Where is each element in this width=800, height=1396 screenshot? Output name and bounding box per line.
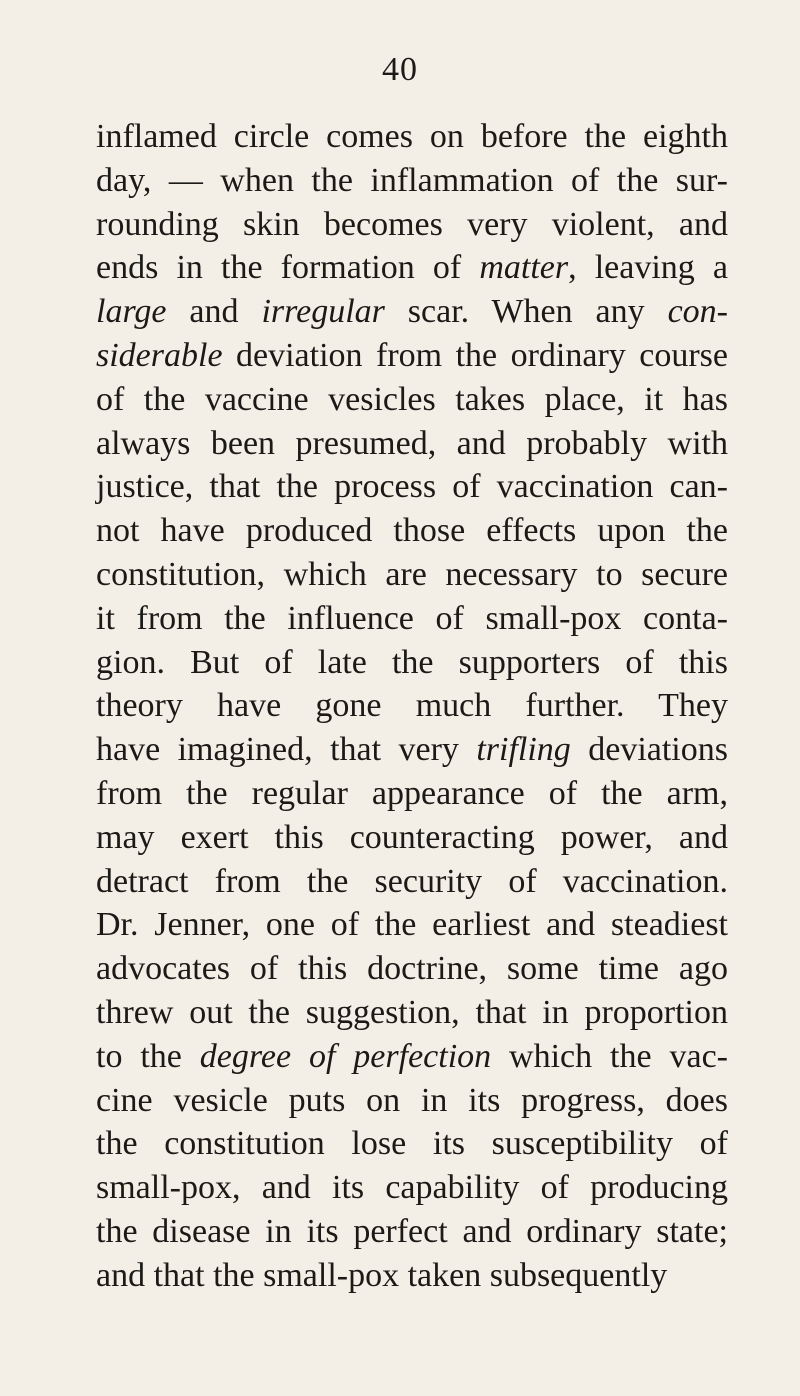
text-run: to the xyxy=(96,1037,200,1075)
text-line xyxy=(96,290,728,334)
text-run: , leaving a xyxy=(568,249,728,287)
text-line xyxy=(96,1122,728,1166)
text-run: rounding skin becomes very violent, and xyxy=(96,205,728,243)
body-text xyxy=(96,115,728,1298)
text-line xyxy=(96,1035,728,1079)
text-run: the constitution lose its susceptibility of xyxy=(96,1125,728,1163)
text-run: deviation from the ordinary course xyxy=(222,336,728,374)
text-line xyxy=(96,947,728,991)
text-line xyxy=(96,991,728,1035)
italic-text: degree of perfection xyxy=(199,1037,492,1075)
page-number: 40 xyxy=(382,51,418,88)
text-line xyxy=(96,422,728,466)
italic-text: trifling xyxy=(476,731,571,769)
text-run: gion. But of late the supporters of this xyxy=(96,643,728,681)
text-run: constitution, which are necessary to secure xyxy=(96,555,728,593)
text-run: threw out the suggestion, that in proportion xyxy=(96,993,728,1031)
italic-text: irregular xyxy=(261,293,385,331)
text-line xyxy=(96,772,728,816)
text-line xyxy=(96,816,728,860)
text-line xyxy=(96,334,728,378)
text-run: always been presumed, and probably with xyxy=(96,424,728,462)
text-line xyxy=(96,1166,728,1210)
text-run: which the vac- xyxy=(491,1037,728,1075)
text-line xyxy=(96,159,728,203)
text-line xyxy=(96,465,728,509)
text-line xyxy=(96,641,728,685)
text-line xyxy=(96,1210,728,1254)
text-run: it from the influence of small-pox conta- xyxy=(96,599,728,637)
text-run: detract from the security of vaccination. xyxy=(96,862,728,900)
text-line xyxy=(96,860,728,904)
text-run: have imagined, that very xyxy=(96,731,477,769)
text-line xyxy=(96,728,728,772)
text-run: theory have gone much further. They xyxy=(96,687,728,725)
italic-text: con- xyxy=(667,293,728,331)
italic-text: matter xyxy=(479,249,569,287)
text-run: of the vaccine vesicles takes place, it has xyxy=(96,380,728,418)
text-run: justice, that the process of vaccination can- xyxy=(96,468,728,506)
text-line xyxy=(96,115,728,159)
text-run: Dr. Jenner, one of the earliest and steadiest xyxy=(96,906,728,944)
text-run: scar. When any xyxy=(384,293,668,331)
text-run: deviations xyxy=(570,731,728,769)
text-run: from the regular appearance of the arm, xyxy=(96,774,728,812)
text-run: day, — when the inflammation of the sur- xyxy=(96,161,728,199)
text-line xyxy=(96,378,728,422)
text-line xyxy=(96,684,728,728)
text-run: the disease in its perfect and ordinary state; xyxy=(96,1212,728,1250)
text-line xyxy=(96,246,728,290)
text-run: small-pox, and its capability of producing xyxy=(96,1169,728,1207)
text-run: may exert this counteracting power, and xyxy=(96,818,728,856)
text-line xyxy=(96,509,728,553)
text-line xyxy=(96,597,728,641)
text-line xyxy=(96,553,728,597)
italic-text: large xyxy=(96,293,167,331)
text-line xyxy=(96,903,728,947)
text-run: advocates of this doctrine, some time ago xyxy=(96,950,728,988)
text-line xyxy=(96,1254,728,1298)
text-line xyxy=(96,1079,728,1123)
text-run: cine vesicle puts on in its progress, does xyxy=(96,1081,728,1119)
text-run: ends in the formation of xyxy=(96,249,480,287)
text-run: inflamed circle comes on before the eighth xyxy=(96,118,728,155)
text-run: and that the small-pox taken subsequently xyxy=(96,1256,668,1294)
italic-text: siderable xyxy=(96,336,223,374)
text-run: and xyxy=(166,293,262,331)
text-line xyxy=(96,203,728,247)
text-run: not have produced those effects upon the xyxy=(96,512,728,550)
